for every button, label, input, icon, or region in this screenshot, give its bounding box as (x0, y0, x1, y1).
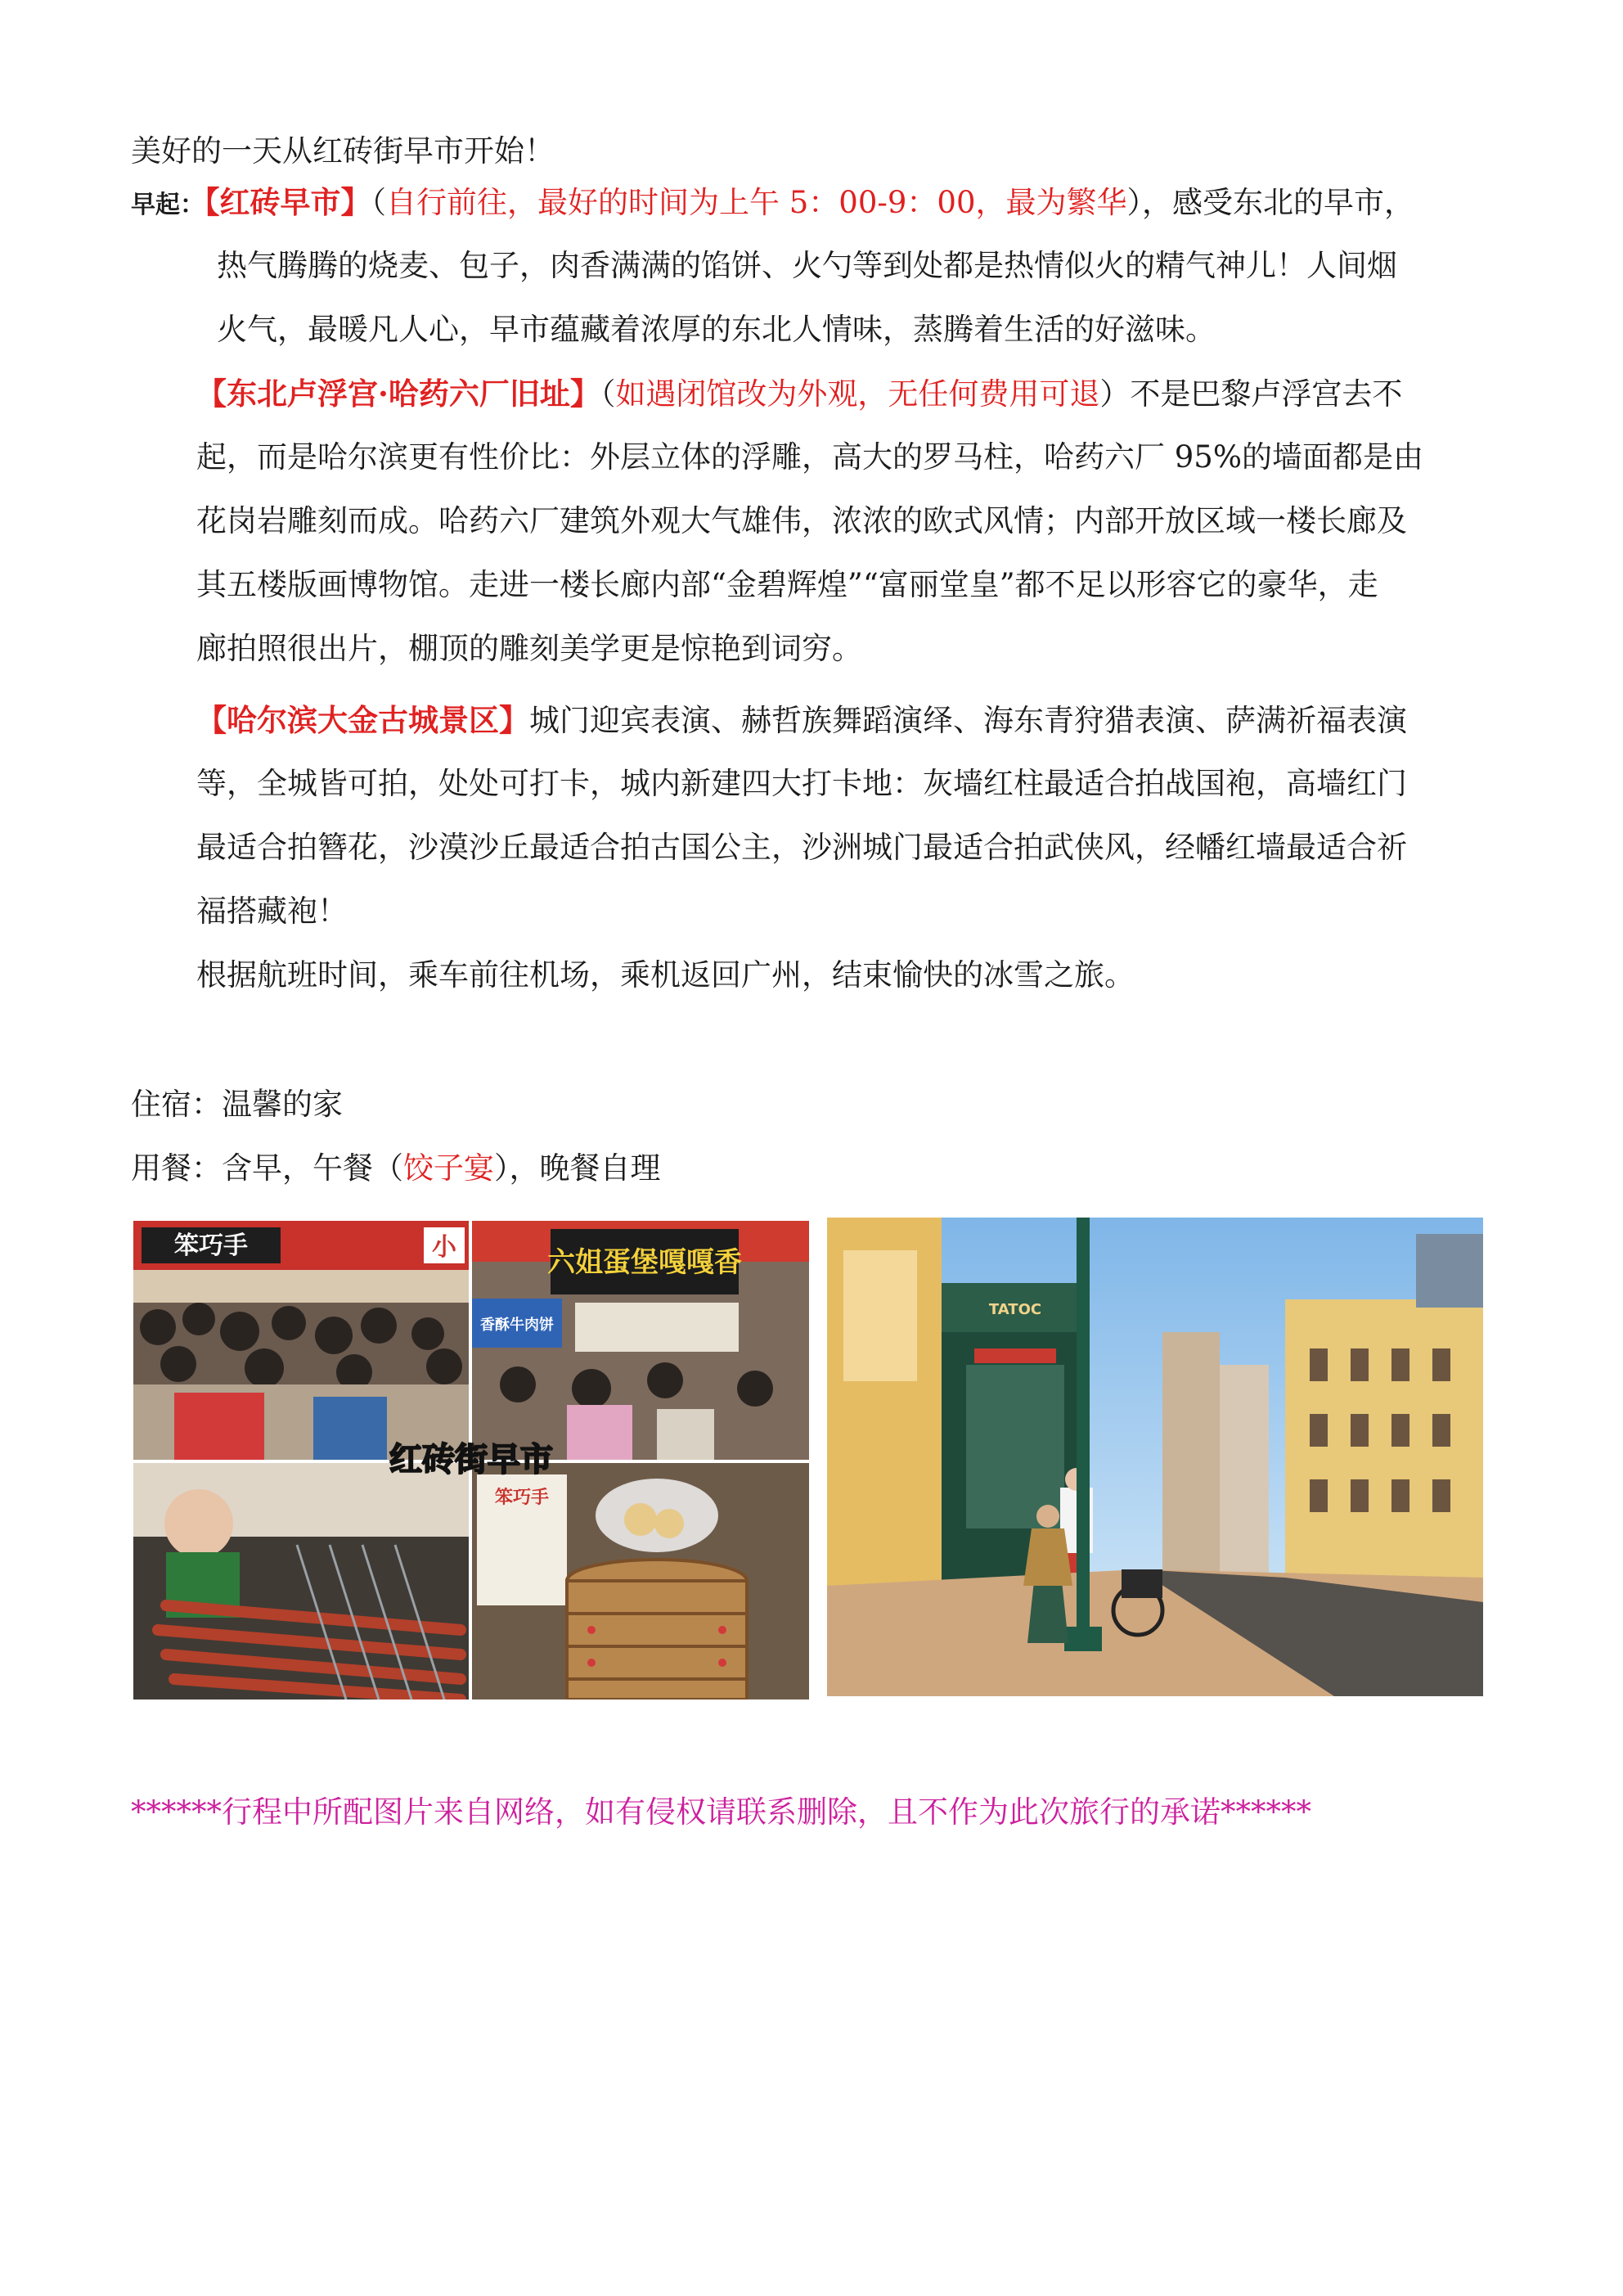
meals-highlight: 饺子宴 (403, 1150, 494, 1186)
lodging-line: 住宿：温馨的家 (131, 1087, 343, 1122)
factory-spot: 【东北卢浮宫·哈药六厂旧址】 (196, 376, 600, 412)
factory-line-4: 其五楼版画博物馆。走进一楼长廊内部“金碧辉煌”“富丽堂皇”都不足以形容它的豪华，走 (196, 567, 1378, 602)
factory-line-1 (196, 373, 1402, 415)
morning-line-2: 热气腾腾的烧麦、包子，肉香满满的馅饼、火勺等到处都是热情似火的精气神儿！人间烟 (217, 248, 1397, 283)
morning-prefix: 早起： (131, 191, 205, 219)
market-collage-image (133, 1221, 809, 1699)
castle-spot: 【哈尔滨大金古城景区】 (196, 702, 529, 738)
morning-line-3: 火气，最暖凡人心，早市蕴藏着浓厚的东北人情味，蒸腾着生活的好滋味。 (217, 312, 1216, 347)
morning-spot: 【红砖早市】 (205, 184, 371, 220)
street-photo (827, 1218, 1483, 1696)
castle-line-1 (196, 700, 1407, 741)
castle-line-4: 福搭藏袍！ (196, 894, 348, 929)
morning-note-open: （ (371, 185, 386, 220)
meals-suffix: ），晚餐自理 (494, 1150, 661, 1186)
street-sign-top: TATOC (988, 1301, 1042, 1318)
market-sign-blue: 香酥牛肉饼 (480, 1317, 554, 1334)
market-sign-right: 小 (432, 1233, 456, 1262)
factory-line-2: 起，而是哈尔滨更有性价比：外层立体的浮雕，高大的罗马柱，哈药六厂 95%的墙面都是由 (196, 439, 1423, 475)
market-sign-title: 六姐蛋堡嘎嘎香 (547, 1246, 742, 1279)
meals-line (131, 1148, 661, 1189)
morning-note: 自行前往，最好的时间为上午 5：00-9：00，最为繁华 (386, 185, 1127, 220)
market-collage-photo (133, 1221, 809, 1699)
intro-line: 美好的一天从红砖街早市开始！ (131, 133, 555, 169)
meals-prefix: 用餐：含早，午餐（ (131, 1150, 403, 1186)
market-caption: 红砖街早市 (389, 1441, 553, 1479)
morning-line-1 (131, 182, 1414, 226)
disclaimer-line: ******行程中所配图片来自网络，如有侵权请联系删除，且不作为此次旅行的承诺****** (131, 1794, 1311, 1830)
factory-note-close: ）不是巴黎卢浮宫去不 (1099, 376, 1403, 412)
market-sign-left: 笨巧手 (174, 1231, 248, 1260)
return-trip-line: 根据航班时间，乘车前往机场，乘机返回广州，结束愉快的冰雪之旅。 (196, 957, 1135, 993)
factory-line-3: 花岗岩雕刻而成。哈药六厂建筑外观大气雄伟，浓浓的欧式风情；内部开放区域一楼长廊及 (196, 503, 1407, 538)
castle-line-2: 等，全城皆可拍，处处可打卡，城内新建四大打卡地：灰墙红柱最适合拍战国袍，高墙红门 (196, 766, 1407, 801)
street-image (827, 1218, 1483, 1696)
factory-note-open: （ (600, 376, 616, 412)
market-sign-bottom: 笨巧手 (494, 1488, 550, 1508)
factory-line-5: 廊拍照很出片，棚顶的雕刻美学更是惊艳到词穷。 (196, 631, 862, 666)
castle-line-3: 最适合拍簪花，沙漠沙丘最适合拍古国公主，沙洲城门最适合拍武侠风，经幡红墙最适合祈 (196, 830, 1407, 865)
morning-note-close: ），感受东北的早市， (1126, 185, 1415, 220)
factory-note: 如遇闭馆改为外观，无任何费用可退 (615, 376, 1100, 412)
castle-line-1-rest: 城门迎宾表演、赫哲族舞蹈演绎、海东青狩猎表演、萨满祈福表演 (529, 703, 1407, 738)
